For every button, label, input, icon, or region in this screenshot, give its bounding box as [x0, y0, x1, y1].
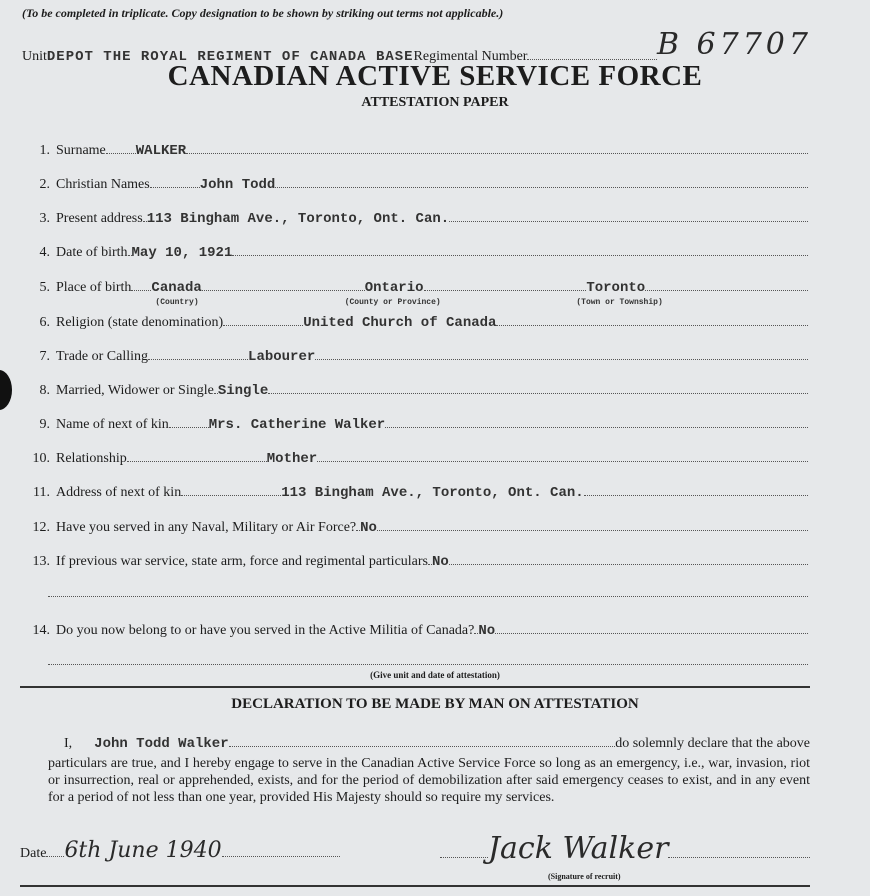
militia-caption: (Give unit and date of attestation) — [370, 670, 500, 680]
field-value: 113 Bingham Ave., Toronto, Ont. Can. — [281, 485, 584, 501]
field-label: Trade or Calling — [56, 349, 149, 364]
declaration-prefix: I, — [64, 736, 73, 751]
town-caption: (Town or Township) — [576, 298, 663, 307]
field-value: No — [432, 554, 449, 570]
regimental-number-value: B 67707 — [656, 27, 812, 62]
field-number: 6. — [39, 315, 50, 330]
dotted-line — [275, 177, 808, 188]
dotted-line — [315, 349, 808, 360]
instruction-note: (To be completed in triplicate. Copy designation to be shown by striking out terms not applicable.) — [22, 6, 504, 20]
field-label: Name of next of kin — [56, 417, 169, 432]
field-label: Place of birth — [56, 280, 132, 295]
recruit-signature: Jack Walker — [488, 831, 669, 866]
field-label: Surname — [56, 143, 106, 158]
field-number: 13. — [32, 554, 50, 569]
dotted-line — [131, 280, 151, 291]
dotted-line — [232, 245, 808, 256]
field-number: 8. — [39, 383, 50, 398]
field-number: 3. — [39, 211, 50, 226]
field-value: Canada (Country) — [151, 280, 202, 307]
field-value: Mother — [266, 451, 318, 467]
field-label: Have you served in any Naval, Military or Air Force? — [56, 520, 357, 535]
field-value: John Todd — [199, 177, 276, 193]
field-row — [28, 280, 808, 307]
dotted-line — [449, 554, 808, 565]
field-value-town: Toronto (Town or Township) — [576, 280, 663, 307]
dotted-line — [181, 485, 281, 496]
field-number: 12. — [32, 520, 50, 535]
field-label: Address of next of kin — [56, 485, 182, 500]
field-number: 14. — [32, 623, 50, 638]
hole-punch — [0, 370, 12, 410]
dotted-line — [449, 211, 808, 222]
field-value: Mrs. Catherine Walker — [208, 417, 386, 433]
field-row — [28, 485, 808, 501]
declaration-text-start: do solemnly declare that the above — [615, 736, 810, 751]
unit-label: Unit — [22, 49, 47, 64]
field-number: 1. — [39, 143, 50, 158]
field-value: Single — [217, 383, 269, 399]
date-row — [20, 840, 340, 862]
field-label: Relationship — [56, 451, 127, 466]
unit-value: DEPOT THE ROYAL REGIMENT OF CANADA BASE — [46, 49, 414, 65]
dotted-line — [668, 847, 810, 858]
field-row — [28, 383, 808, 399]
field-label: If previous war service, state arm, force and regimental particulars — [56, 554, 428, 569]
field-number: 9. — [39, 417, 50, 432]
field-row — [28, 349, 808, 365]
field-label: Date of birth — [56, 245, 128, 260]
dotted-line — [127, 451, 267, 462]
dotted-line — [377, 520, 808, 531]
dotted-line — [527, 49, 657, 60]
declaration-name-row — [64, 736, 810, 752]
field-row — [28, 143, 808, 159]
dotted-line — [229, 736, 616, 747]
dotted-line — [222, 846, 340, 857]
field-label: Do you now belong to or have you served in the Active Militia of Canada? — [56, 623, 475, 638]
field-value: No — [478, 623, 496, 639]
field-label: Present address — [56, 211, 143, 226]
field-value: United Church of Canada — [303, 315, 497, 331]
dotted-line — [495, 623, 808, 634]
field-number: 4. — [39, 245, 50, 260]
field-number: 5. — [39, 280, 50, 295]
dotted-line — [48, 664, 808, 665]
country-caption: (Country) — [155, 298, 199, 307]
dotted-line — [169, 417, 209, 428]
dotted-line — [48, 596, 808, 597]
dotted-line — [268, 383, 808, 394]
dotted-line — [148, 349, 248, 360]
date-label: Date — [20, 846, 47, 861]
regimental-number-label: Regimental Number — [413, 49, 528, 64]
field-label: Christian Names — [56, 177, 150, 192]
field-number: 11. — [33, 485, 50, 500]
field-row — [28, 211, 808, 227]
dotted-line — [584, 485, 808, 496]
dotted-line — [385, 417, 808, 428]
dotted-line — [317, 451, 808, 462]
signature-caption: (Signature of recruit) — [548, 872, 621, 881]
field-row — [28, 315, 808, 331]
field-value: WALKER — [135, 143, 187, 159]
dotted-line — [645, 280, 808, 291]
field-label: Married, Widower or Single — [56, 383, 214, 398]
field-number: 2. — [39, 177, 50, 192]
field-row — [28, 520, 808, 536]
signature-row — [440, 831, 810, 866]
dotted-line — [223, 315, 303, 326]
dotted-line — [150, 177, 200, 188]
field-value-province: Ontario (County or Province) — [344, 280, 441, 307]
field-number: 7. — [39, 349, 50, 364]
field-row — [28, 554, 808, 570]
form-subtitle: ATTESTATION PAPER — [361, 95, 509, 110]
dotted-line — [424, 280, 587, 291]
dotted-line — [202, 280, 365, 291]
field-row — [28, 177, 808, 193]
date-value: 6th June 1940 — [64, 838, 222, 863]
declaration-name: John Todd Walker — [94, 736, 229, 752]
province-caption: (County or Province) — [344, 298, 441, 307]
field-number: 10. — [32, 451, 50, 466]
dotted-line — [46, 846, 64, 857]
field-row — [28, 623, 808, 639]
field-row — [28, 451, 808, 467]
field-row — [28, 245, 808, 261]
dotted-line — [440, 847, 488, 858]
field-value: Labourer — [248, 349, 316, 365]
dotted-line — [496, 315, 808, 326]
form-title: CANADIAN ACTIVE SERVICE FORCE — [167, 60, 703, 92]
field-value: No — [360, 520, 377, 536]
field-row — [28, 417, 808, 433]
field-value: 113 Bingham Ave., Toronto, Ont. Can. — [146, 211, 450, 227]
declaration-text: particulars are true, and I hereby engage to serve in the Canadian Active Service Force so long as an emergency, i.e., war, invasion, riot or insurrection, real or apprehended, exists, and for the period of demobilization after said emergency ceases to exist, and in any event for a period of not less than one year, provided His Majesty should so require my services. — [48, 756, 810, 805]
field-value: May 10, 1921 — [131, 245, 233, 261]
field-label: Religion (state denomination) — [56, 315, 224, 330]
dotted-line — [186, 143, 808, 154]
divider — [20, 686, 810, 688]
divider — [20, 885, 810, 887]
declaration-title: DECLARATION TO BE MADE BY MAN ON ATTESTATION — [231, 696, 639, 712]
dotted-line — [106, 143, 136, 154]
